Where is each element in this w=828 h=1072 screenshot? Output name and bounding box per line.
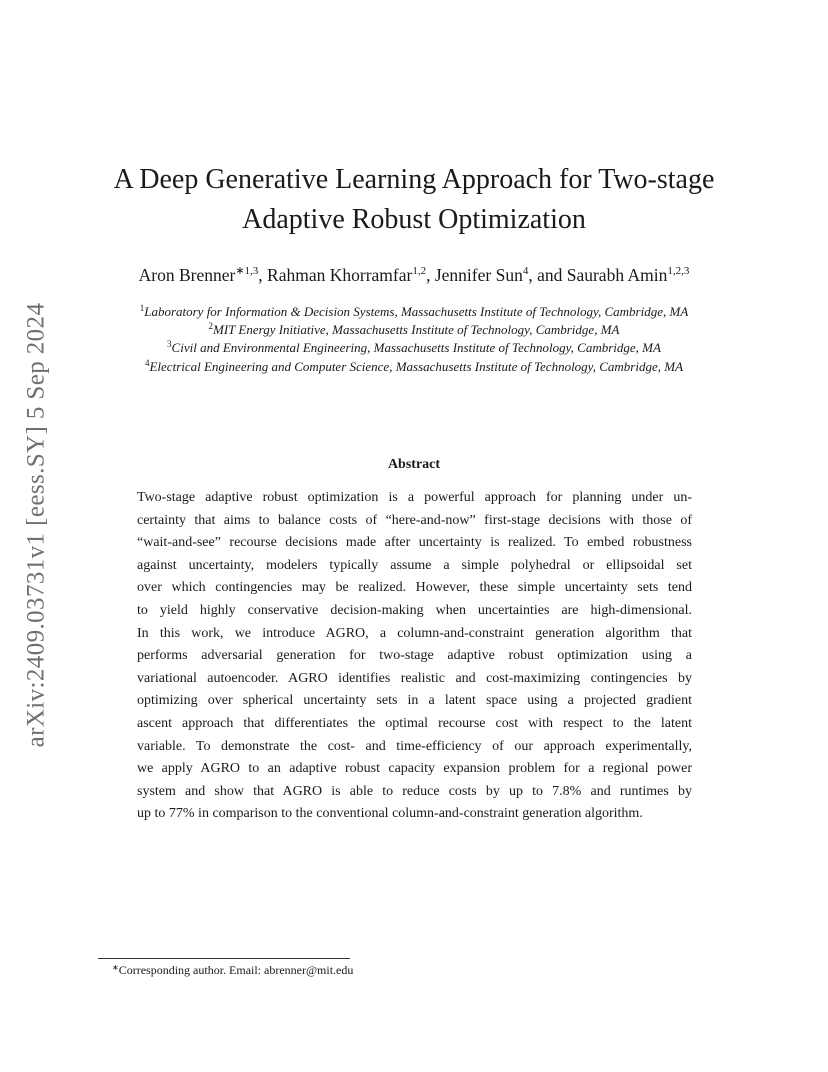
abstract-line: up to 77% in comparison to the conventional column-and-constraint generation algorithm. [137,806,643,822]
affiliation-text: MIT Energy Initiative, Massachusetts Institute of Technology, Cambridge, MA [213,322,620,338]
abstract-line: variable. To demonstrate the cost- and time-efficiency of our approach experimentally, [137,738,692,754]
author-name: Rahman Khorramfar [267,265,413,285]
affiliation [60,358,768,376]
author [567,265,690,285]
abstract-line: we apply AGRO to an adaptive robust capacity expansion problem for a regional power [137,761,692,777]
author-name: Aron Brenner [138,265,236,285]
author-affil-sup: ∗1,3 [235,265,259,277]
paper-title [60,160,768,240]
abstract-line: Two-stage adaptive robust optimization is a powerful approach for planning under un- [137,490,692,505]
abstract-line: performs adversarial generation for two-stage adaptive robust optimization using a [137,648,692,664]
author-separator: , [258,265,268,285]
author-separator: , [426,265,435,285]
affiliation [60,321,768,339]
abstract-line: system and show that AGRO is able to reduce costs by up to 7.8% and runtimes by [137,783,692,799]
author-name: Jennifer Sun [434,265,523,285]
arxiv-identifier: arXiv:2409.03731v1 [eess.SY] 5 Sep 2024 [22,302,50,748]
abstract-line: ascent approach that differentiates the optimal recourse cost with respect to the latent [137,715,692,731]
footnote [112,962,353,978]
paper-title-line-1: A Deep Generative Learning Approach for Two-stage [113,164,715,195]
affiliation-sup: 1 [139,303,145,313]
abstract-line: to yield highly conservative decision-making when uncertainties are high-dimensional. [137,602,692,618]
abstract-heading: Abstract [387,457,441,472]
author-name: Saurabh Amin [566,265,668,285]
affiliation-sup: 4 [144,357,150,368]
footnote-text: Corresponding author. Email: abrenner@mit.edu [118,963,354,977]
author-affil-sup: 4 [522,265,529,277]
abstract-line: against uncertainty, modelers typically assume a simple polyhedral or ellipsoidal set [137,557,692,573]
affiliation-list [60,303,768,376]
affiliation-text: Civil and Environmental Engineering, Massachusetts Institute of Technology, Cambridge, MA [171,340,661,356]
abstract-body [137,487,692,826]
author-list [60,263,768,287]
abstract-line: In this work, we introduce AGRO, a column-and-constraint generation algorithm that [137,625,692,641]
affiliation-sup: 3 [167,339,172,350]
author [267,265,426,285]
abstract-line: certainty that aims to balance costs of “here-and-now” first-stage decisions with those of [137,512,692,528]
affiliation-text: Laboratory for Information & Decision Systems, Massachusetts Institute of Technology, Cambridge, MA [144,304,689,319]
arxiv-side-stamp [16,290,56,760]
footnote-marker: ∗ [112,963,119,972]
paper-title-line-2: Adaptive Robust Optimization [242,204,586,235]
footnote-divider [98,958,350,959]
author [435,265,528,285]
affiliation [60,303,768,321]
author-separator: , and [528,265,567,285]
author [139,265,259,285]
abstract-line: “wait-and-see” recourse decisions made after uncertainty is realized. To embed robustness [137,535,692,551]
abstract-line: over which contingencies may be realized. However, these simple uncertainty sets tend [137,580,692,596]
abstract-line: variational autoencoder. AGRO identifies realistic and cost-maximizing contingencies by [137,670,692,686]
author-affil-sup: 1,2,3 [667,265,690,277]
affiliation-text: Electrical Engineering and Computer Science, Massachusetts Institute of Technology, Cambridge, MA [149,358,684,374]
affiliation-sup: 2 [208,321,214,332]
author-affil-sup: 1,2 [412,265,427,277]
abstract-line: optimizing over spherical uncertainty sets in a latent space using a projected gradient [137,693,692,709]
affiliation [60,339,768,357]
